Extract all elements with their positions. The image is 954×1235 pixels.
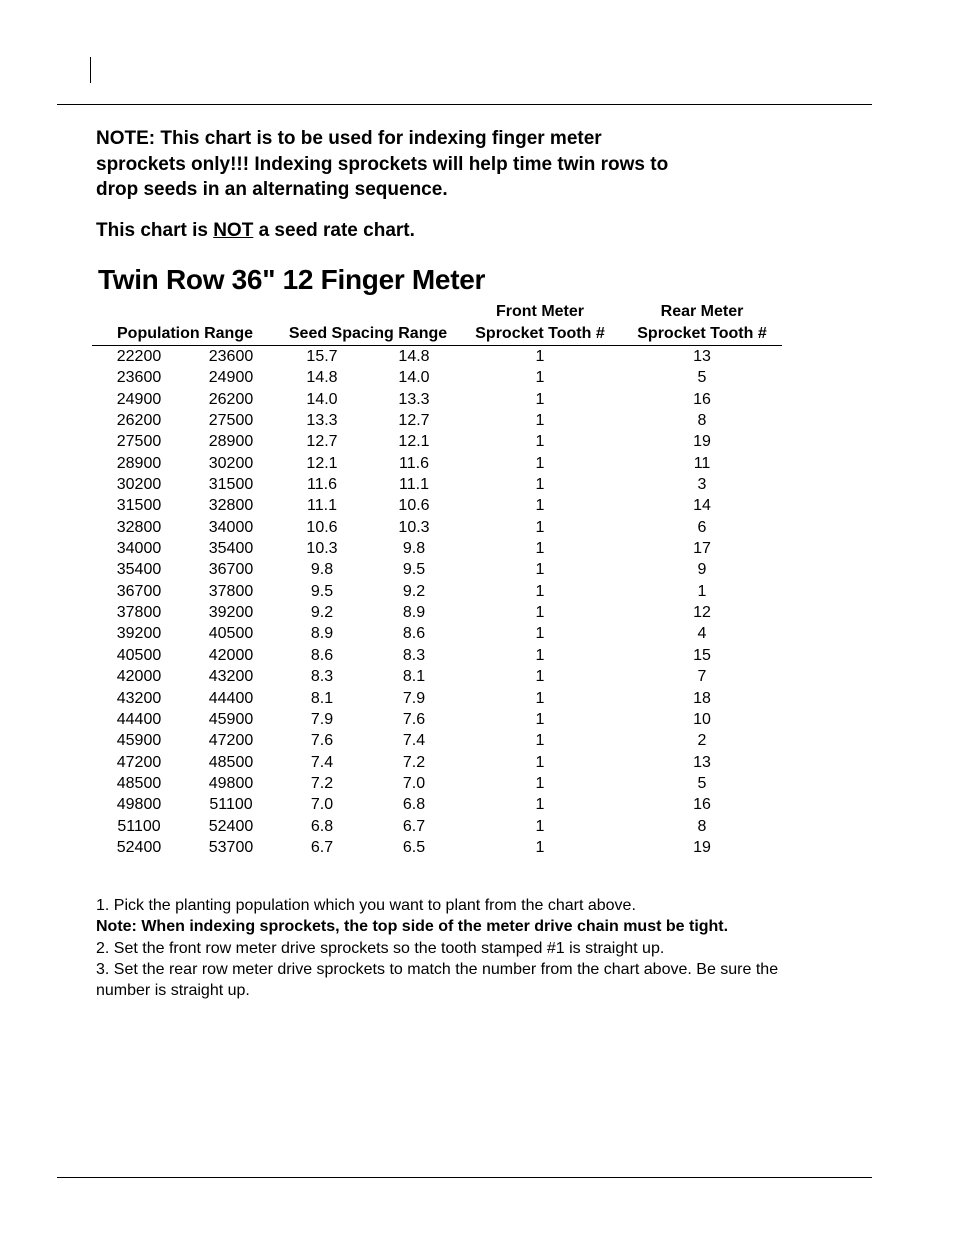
table-row bbox=[0, 688, 954, 709]
cell-spacing-high: 9.8 bbox=[310, 561, 334, 579]
cell-population-high: 27500 bbox=[208, 412, 254, 430]
table-row bbox=[0, 517, 954, 538]
chart-title: Twin Row 36" 12 Finger Meter bbox=[98, 264, 486, 295]
cell-population-low: 48500 bbox=[116, 774, 162, 792]
table-row bbox=[0, 709, 954, 730]
cell-spacing-low: 9.8 bbox=[402, 540, 426, 558]
cell-spacing-low: 6.8 bbox=[402, 796, 426, 814]
cell-population-high: 35400 bbox=[208, 540, 254, 558]
cell-spacing-low: 9.5 bbox=[402, 561, 426, 579]
cell-population-low: 52400 bbox=[116, 838, 162, 856]
header-front-meter-line2: Sprocket Tooth # bbox=[475, 325, 605, 342]
cell-population-low: 23600 bbox=[116, 369, 162, 387]
table-row bbox=[0, 453, 954, 474]
table-row bbox=[0, 346, 954, 367]
cell-spacing-low: 6.5 bbox=[402, 838, 426, 856]
cell-front-tooth: 1 bbox=[535, 518, 545, 536]
cell-population-low: 27500 bbox=[116, 433, 162, 451]
cell-rear-tooth: 8 bbox=[697, 817, 707, 835]
cell-spacing-low: 13.3 bbox=[398, 390, 430, 408]
note-line: NOTE: This chart is to be used for indexing finger meter bbox=[96, 128, 602, 149]
cell-spacing-high: 7.4 bbox=[310, 753, 334, 771]
cell-population-high: 48500 bbox=[208, 753, 254, 771]
cell-front-tooth: 1 bbox=[535, 390, 545, 408]
cell-rear-tooth: 13 bbox=[693, 753, 711, 771]
cell-spacing-high: 7.9 bbox=[310, 710, 334, 728]
cell-spacing-low: 7.6 bbox=[402, 710, 426, 728]
cell-population-low: 39200 bbox=[116, 625, 162, 643]
cell-spacing-high: 7.0 bbox=[310, 796, 334, 814]
footer-rule-line bbox=[57, 1177, 872, 1178]
header-population-range: Population Range bbox=[117, 325, 253, 342]
header-rear-meter-line2: Sprocket Tooth # bbox=[637, 325, 767, 342]
cell-spacing-high: 13.3 bbox=[306, 412, 338, 430]
cell-rear-tooth: 19 bbox=[693, 838, 711, 856]
cell-population-low: 28900 bbox=[116, 454, 162, 472]
cell-population-high: 52400 bbox=[208, 817, 254, 835]
instruction-step-3: 3. Set the rear row meter drive sprockets to match the number from the chart above. Be sure the number is straight up. bbox=[96, 960, 779, 1000]
table-row bbox=[0, 816, 954, 837]
cell-spacing-high: 11.6 bbox=[307, 476, 337, 494]
table-row bbox=[0, 495, 954, 516]
cell-rear-tooth: 11 bbox=[693, 454, 711, 472]
cell-population-high: 40500 bbox=[208, 625, 254, 643]
cell-front-tooth: 1 bbox=[535, 625, 545, 643]
cell-population-high: 31500 bbox=[208, 476, 254, 494]
cell-population-high: 37800 bbox=[208, 582, 254, 600]
cell-spacing-high: 10.3 bbox=[306, 540, 338, 558]
table-row bbox=[0, 538, 954, 559]
cell-spacing-high: 6.7 bbox=[310, 838, 334, 856]
cell-front-tooth: 1 bbox=[535, 732, 545, 750]
cell-spacing-high: 11.1 bbox=[307, 497, 337, 515]
cell-population-high: 47200 bbox=[208, 732, 254, 750]
instruction-note: Note: When indexing sprockets, the top side of the meter drive chain must be tight. bbox=[96, 918, 729, 936]
cell-front-tooth: 1 bbox=[535, 817, 545, 835]
cell-spacing-low: 8.3 bbox=[402, 646, 426, 664]
table-row bbox=[0, 367, 954, 388]
header-seed-spacing-range: Seed Spacing Range bbox=[288, 325, 448, 342]
cell-population-high: 23600 bbox=[208, 348, 254, 365]
cell-spacing-high: 14.0 bbox=[306, 390, 338, 408]
indexing-note bbox=[96, 126, 756, 203]
cell-population-high: 24900 bbox=[208, 369, 254, 387]
cell-spacing-high: 8.1 bbox=[310, 689, 334, 707]
cell-spacing-low: 7.9 bbox=[402, 689, 426, 707]
instructions bbox=[96, 895, 816, 1001]
cell-population-high: 36700 bbox=[208, 561, 254, 579]
margin-tick bbox=[90, 57, 91, 83]
cell-population-high: 28900 bbox=[208, 433, 254, 451]
cell-front-tooth: 1 bbox=[535, 561, 545, 579]
cell-population-low: 45900 bbox=[116, 732, 162, 750]
cell-front-tooth: 1 bbox=[535, 774, 545, 792]
cell-rear-tooth: 2 bbox=[697, 732, 707, 750]
cell-front-tooth: 1 bbox=[535, 753, 545, 771]
instruction-step-2: 2. Set the front row meter drive sprockets so the tooth stamped #1 is straight up. bbox=[96, 939, 665, 957]
sprocket-table-body bbox=[0, 346, 954, 858]
cell-spacing-low: 7.2 bbox=[402, 753, 426, 771]
cell-rear-tooth: 3 bbox=[697, 476, 707, 494]
cell-front-tooth: 1 bbox=[535, 604, 545, 622]
cell-spacing-low: 8.1 bbox=[402, 668, 426, 686]
cell-spacing-high: 10.6 bbox=[306, 518, 338, 536]
cell-front-tooth: 1 bbox=[535, 838, 545, 856]
cell-spacing-high: 7.2 bbox=[310, 774, 334, 792]
cell-front-tooth: 1 bbox=[535, 348, 545, 365]
table-row bbox=[0, 752, 954, 773]
cell-rear-tooth: 16 bbox=[693, 796, 711, 814]
cell-spacing-high: 9.2 bbox=[310, 604, 334, 622]
cell-spacing-high: 12.7 bbox=[306, 433, 338, 451]
cell-rear-tooth: 18 bbox=[693, 689, 711, 707]
cell-population-high: 39200 bbox=[208, 604, 254, 622]
cell-rear-tooth: 4 bbox=[697, 625, 707, 643]
cell-population-high: 43200 bbox=[208, 668, 254, 686]
cell-population-low: 26200 bbox=[116, 412, 162, 430]
table-row bbox=[0, 666, 954, 687]
table-row bbox=[0, 837, 954, 858]
cell-population-high: 30200 bbox=[208, 454, 254, 472]
cell-spacing-high: 8.6 bbox=[310, 646, 334, 664]
cell-population-low: 36700 bbox=[116, 582, 162, 600]
cell-rear-tooth: 12 bbox=[693, 604, 711, 622]
cell-rear-tooth: 9 bbox=[697, 561, 707, 579]
cell-spacing-high: 6.8 bbox=[310, 817, 334, 835]
table-row bbox=[0, 730, 954, 751]
cell-front-tooth: 1 bbox=[535, 582, 545, 600]
cell-population-high: 49800 bbox=[208, 774, 254, 792]
cell-spacing-high: 9.5 bbox=[310, 582, 334, 600]
cell-population-low: 32800 bbox=[116, 518, 162, 536]
cell-population-low: 24900 bbox=[116, 390, 162, 408]
cell-front-tooth: 1 bbox=[535, 796, 545, 814]
cell-spacing-high: 14.8 bbox=[306, 369, 338, 387]
cell-front-tooth: 1 bbox=[535, 540, 545, 558]
cell-rear-tooth: 6 bbox=[697, 518, 707, 536]
table-row bbox=[0, 431, 954, 452]
cell-front-tooth: 1 bbox=[535, 476, 545, 494]
cell-population-low: 37800 bbox=[116, 604, 162, 622]
cell-population-low: 22200 bbox=[116, 348, 162, 365]
cell-rear-tooth: 10 bbox=[693, 710, 711, 728]
cell-population-high: 26200 bbox=[208, 390, 254, 408]
cell-rear-tooth: 17 bbox=[693, 540, 711, 558]
table-row bbox=[0, 794, 954, 815]
cell-rear-tooth: 19 bbox=[693, 433, 711, 451]
table-row bbox=[0, 474, 954, 495]
cell-spacing-high: 12.1 bbox=[306, 454, 338, 472]
disclaimer-suffix: a seed rate chart. bbox=[253, 220, 415, 241]
cell-spacing-low: 11.6 bbox=[399, 454, 429, 472]
cell-front-tooth: 1 bbox=[535, 433, 545, 451]
cell-population-high: 32800 bbox=[208, 497, 254, 515]
cell-front-tooth: 1 bbox=[535, 369, 545, 387]
table-row bbox=[0, 773, 954, 794]
header-rear-meter-line1: Rear Meter bbox=[660, 303, 744, 320]
cell-front-tooth: 1 bbox=[535, 497, 545, 515]
table-row bbox=[0, 645, 954, 666]
note-line: sprockets only!!! Indexing sprockets will help time twin rows to bbox=[96, 153, 669, 175]
cell-spacing-low: 12.1 bbox=[398, 433, 430, 451]
cell-population-high: 45900 bbox=[208, 710, 254, 728]
cell-spacing-low: 14.0 bbox=[398, 369, 430, 387]
cell-spacing-low: 6.7 bbox=[402, 817, 426, 835]
cell-front-tooth: 1 bbox=[535, 668, 545, 686]
cell-population-high: 51100 bbox=[209, 796, 253, 814]
cell-population-low: 44400 bbox=[116, 710, 162, 728]
cell-spacing-low: 11.1 bbox=[399, 476, 429, 494]
cell-front-tooth: 1 bbox=[535, 454, 545, 472]
cell-population-low: 43200 bbox=[116, 689, 162, 707]
cell-spacing-high: 8.9 bbox=[310, 625, 334, 643]
disclaimer-prefix: This chart is bbox=[96, 220, 214, 241]
table-row bbox=[0, 581, 954, 602]
cell-front-tooth: 1 bbox=[535, 689, 545, 707]
cell-front-tooth: 1 bbox=[535, 710, 545, 728]
table-row bbox=[0, 623, 954, 644]
cell-spacing-low: 8.9 bbox=[402, 604, 426, 622]
cell-population-low: 30200 bbox=[116, 476, 162, 494]
cell-rear-tooth: 13 bbox=[693, 348, 711, 365]
cell-spacing-low: 7.4 bbox=[402, 732, 426, 750]
cell-population-high: 53700 bbox=[208, 838, 254, 856]
cell-spacing-low: 10.3 bbox=[398, 518, 430, 536]
cell-population-high: 42000 bbox=[208, 646, 254, 664]
cell-spacing-low: 12.7 bbox=[398, 412, 430, 430]
cell-population-low: 49800 bbox=[116, 796, 162, 814]
disclaimer bbox=[96, 220, 415, 242]
table-row bbox=[0, 559, 954, 580]
table-row bbox=[0, 410, 954, 431]
cell-spacing-low: 8.6 bbox=[402, 625, 426, 643]
cell-front-tooth: 1 bbox=[535, 412, 545, 430]
cell-population-high: 34000 bbox=[208, 518, 254, 536]
cell-rear-tooth: 1 bbox=[697, 582, 707, 600]
table-row bbox=[0, 389, 954, 410]
cell-spacing-low: 9.2 bbox=[402, 582, 426, 600]
header-front-meter-line1: Front Meter bbox=[496, 303, 584, 320]
cell-spacing-high: 7.6 bbox=[310, 732, 334, 750]
cell-rear-tooth: 5 bbox=[697, 774, 707, 792]
cell-rear-tooth: 5 bbox=[697, 369, 707, 387]
cell-population-low: 40500 bbox=[116, 646, 162, 664]
cell-spacing-high: 8.3 bbox=[310, 668, 334, 686]
cell-spacing-low: 7.0 bbox=[402, 774, 426, 792]
cell-population-low: 35400 bbox=[116, 561, 162, 579]
cell-population-low: 31500 bbox=[116, 497, 162, 515]
cell-population-low: 47200 bbox=[116, 753, 162, 771]
note-line: drop seeds in an alternating sequence. bbox=[96, 179, 448, 200]
instruction-step-1: 1. Pick the planting population which you want to plant from the chart above. bbox=[96, 897, 636, 914]
cell-rear-tooth: 7 bbox=[697, 668, 707, 686]
cell-rear-tooth: 16 bbox=[693, 390, 711, 408]
cell-population-low: 34000 bbox=[116, 540, 162, 558]
cell-population-low: 42000 bbox=[116, 668, 162, 686]
cell-rear-tooth: 8 bbox=[697, 412, 707, 430]
header-rule-line bbox=[57, 104, 872, 105]
cell-spacing-low: 14.8 bbox=[398, 348, 430, 365]
cell-rear-tooth: 14 bbox=[693, 497, 711, 515]
cell-spacing-high: 15.7 bbox=[306, 348, 338, 365]
table-row bbox=[0, 602, 954, 623]
cell-rear-tooth: 15 bbox=[693, 646, 711, 664]
cell-population-low: 51100 bbox=[117, 817, 161, 835]
cell-population-high: 44400 bbox=[208, 689, 254, 707]
disclaimer-emphasis: NOT bbox=[213, 220, 254, 241]
cell-front-tooth: 1 bbox=[535, 646, 545, 664]
cell-spacing-low: 10.6 bbox=[398, 497, 430, 515]
